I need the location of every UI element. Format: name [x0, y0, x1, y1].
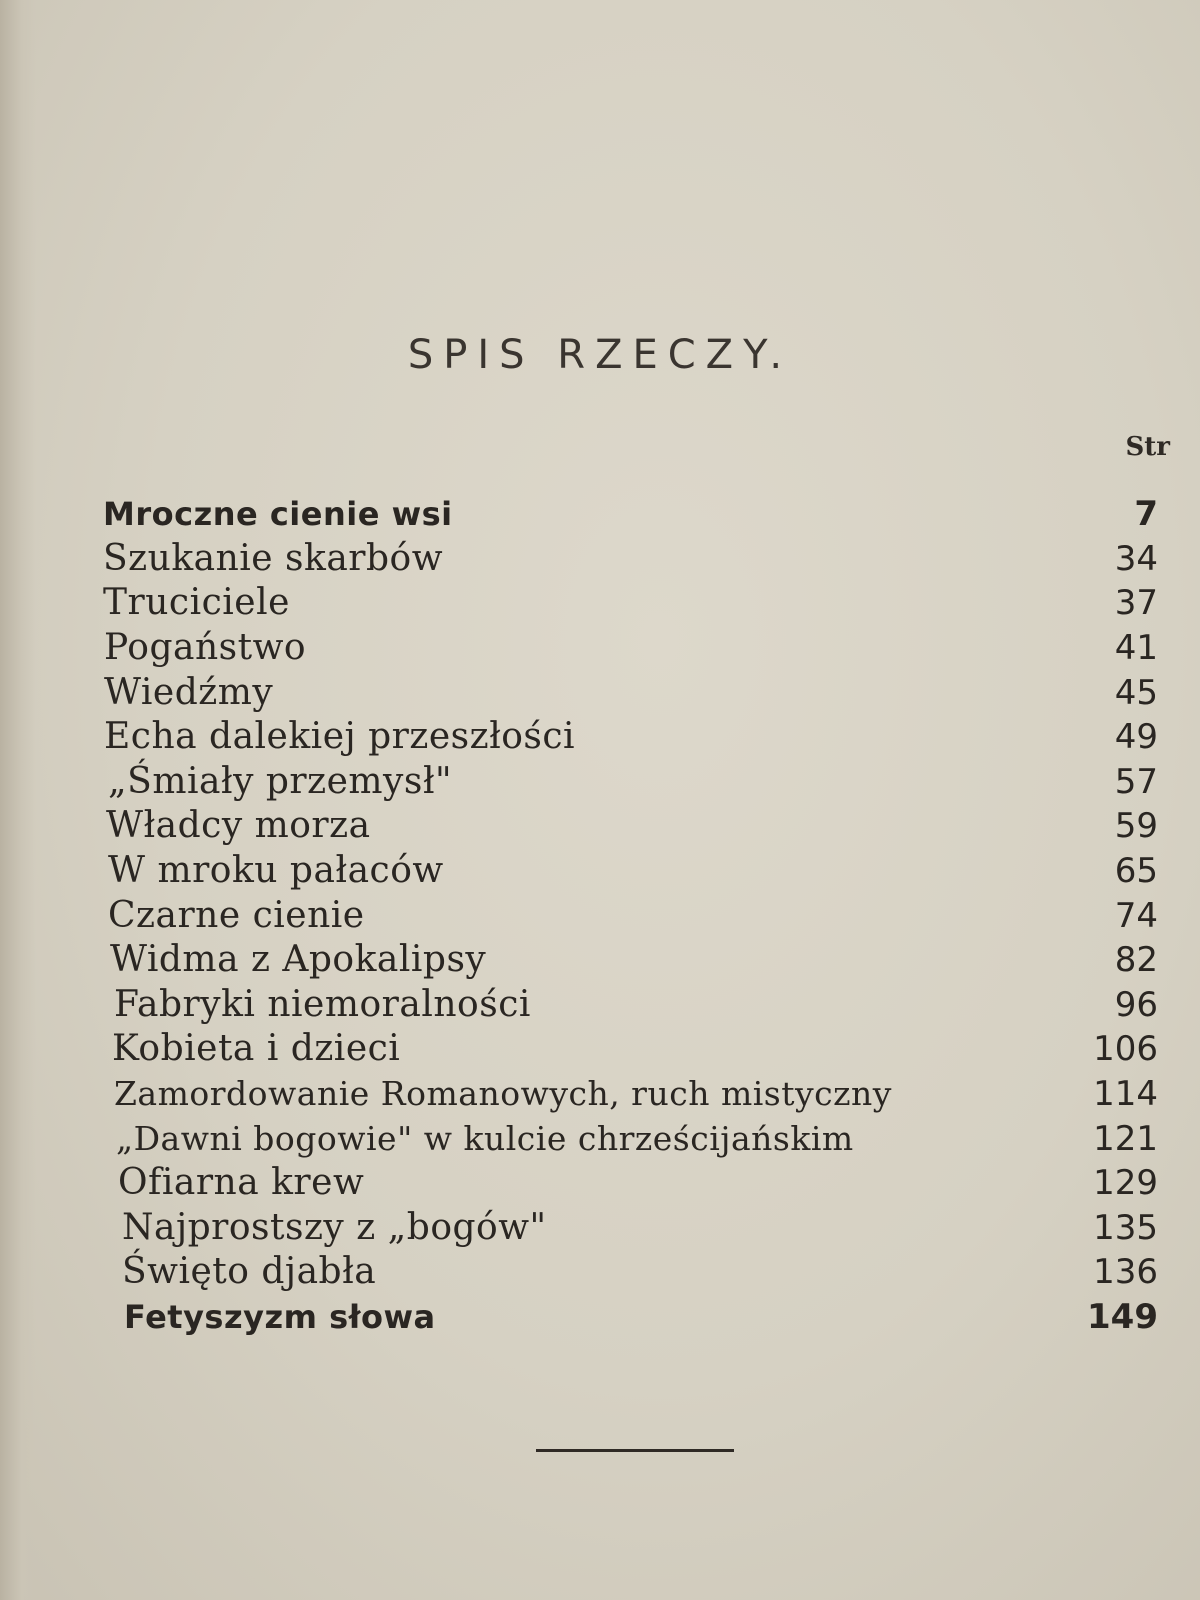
toc-entry-title: Pogaństwo: [104, 627, 307, 669]
toc-leader-dots: [281, 671, 1090, 715]
toc-entry-title: Widma z Apokalipsy: [110, 939, 487, 981]
toc-leader-dots: [379, 804, 1090, 848]
toc-entry-title: Wiedźmy: [104, 671, 274, 713]
toc-leader-dots: [494, 938, 1090, 982]
toc-entry: [0, 849, 1200, 894]
toc-entry-page: 59: [1114, 806, 1158, 847]
toc-entry-page: 106: [1093, 1029, 1158, 1070]
toc-entry-page: 135: [1093, 1207, 1158, 1248]
toc-entry: [0, 1250, 1200, 1295]
toc-entry-title: „Śmiały przemysł": [108, 760, 453, 802]
toc-entry: [0, 715, 1200, 760]
toc-entry-page: 149: [1087, 1296, 1158, 1337]
toc-entry: [0, 1116, 1200, 1161]
toc-entry-page: 34: [1114, 538, 1158, 579]
toc-leader-dots: [298, 581, 1090, 625]
toc-entry: [0, 1295, 1200, 1340]
toc-entry: [0, 1072, 1200, 1117]
toc-leader-dots: [451, 537, 1090, 581]
toc-entry-page: 65: [1114, 851, 1158, 892]
toc-entry-title: W mroku pałaców: [108, 850, 444, 892]
toc-entry: [0, 1161, 1200, 1206]
toc-entry-page: 82: [1114, 940, 1158, 981]
toc-entry-title: „Dawni bogowie" w kulcie chrześcijańskim: [116, 1118, 854, 1158]
toc-entry: [0, 804, 1200, 849]
toc-entry-title: Kobieta i dzieci: [112, 1028, 401, 1070]
toc-entry: [0, 1206, 1200, 1251]
toc-entry: [0, 1027, 1200, 1072]
toc-leader-dots: [900, 1072, 1087, 1116]
toc-leader-dots: [372, 1161, 1087, 1205]
toc-entry-page: 41: [1114, 628, 1158, 669]
page-title: SPIS RZECZY.: [407, 332, 793, 378]
toc-entry: [0, 581, 1200, 626]
toc-leader-dots: [539, 983, 1090, 1027]
toc-entry-title: Truciciele: [103, 582, 290, 624]
toc-leader-dots: [862, 1117, 1087, 1161]
toc-entry: [0, 760, 1200, 805]
toc-leader-dots: [373, 894, 1090, 938]
toc-entry-page: 37: [1114, 583, 1158, 624]
toc-leader-dots: [555, 1206, 1088, 1250]
end-rule: [536, 1449, 734, 1452]
toc-entry: [0, 670, 1200, 715]
toc-entry-title: Mroczne cienie wsi: [103, 495, 453, 534]
toc-entry-title: Echa dalekiej przeszłości: [104, 716, 576, 758]
toc-leader-dots: [444, 1295, 1081, 1339]
toc-leader-dots: [314, 626, 1090, 670]
toc-entry-title: Fabryki niemoralności: [114, 983, 531, 1025]
toc-entry-page: 74: [1114, 895, 1158, 936]
toc-entry-title: Zamordowanie Romanowych, ruch mistyczny: [114, 1074, 892, 1114]
toc-entry-title: Władcy morza: [106, 805, 371, 847]
toc-entry: [0, 626, 1200, 671]
toc-entry: [0, 893, 1200, 938]
toc-entry-page: 121: [1093, 1118, 1158, 1159]
toc-leader-dots: [460, 760, 1090, 804]
toc-entry-page: 57: [1114, 761, 1158, 802]
table-of-contents: [0, 492, 1200, 1339]
toc-leader-dots: [452, 849, 1090, 893]
toc-entry-page: 49: [1114, 717, 1158, 758]
toc-entry-page: 129: [1093, 1163, 1158, 1204]
toc-entry-page: 136: [1093, 1252, 1158, 1293]
toc-entry-title: Fetyszyzm słowa: [124, 1297, 436, 1336]
toc-entry-page: 7: [1134, 494, 1158, 535]
toc-entry-title: Szukanie skarbów: [103, 537, 444, 579]
toc-leader-dots: [461, 492, 1090, 536]
toc-entry: [0, 492, 1200, 537]
toc-entry: [0, 537, 1200, 582]
toc-entry-page: 96: [1114, 984, 1158, 1025]
toc-entry-page: 114: [1093, 1074, 1158, 1115]
toc-entry: [0, 938, 1200, 983]
toc-entry-title: Święto djabła: [122, 1251, 377, 1293]
toc-entry-title: Czarne cienie: [108, 894, 365, 936]
toc-leader-dots: [583, 715, 1090, 759]
page-number-column-header: Str: [1125, 432, 1170, 462]
toc-entry-page: 45: [1114, 672, 1158, 713]
toc-entry-title: Ofiarna krew: [118, 1162, 365, 1204]
toc-leader-dots: [384, 1250, 1087, 1294]
toc-entry: [0, 983, 1200, 1028]
toc-leader-dots: [408, 1027, 1087, 1071]
toc-entry-title: Najprostszy z „bogów": [122, 1206, 547, 1248]
